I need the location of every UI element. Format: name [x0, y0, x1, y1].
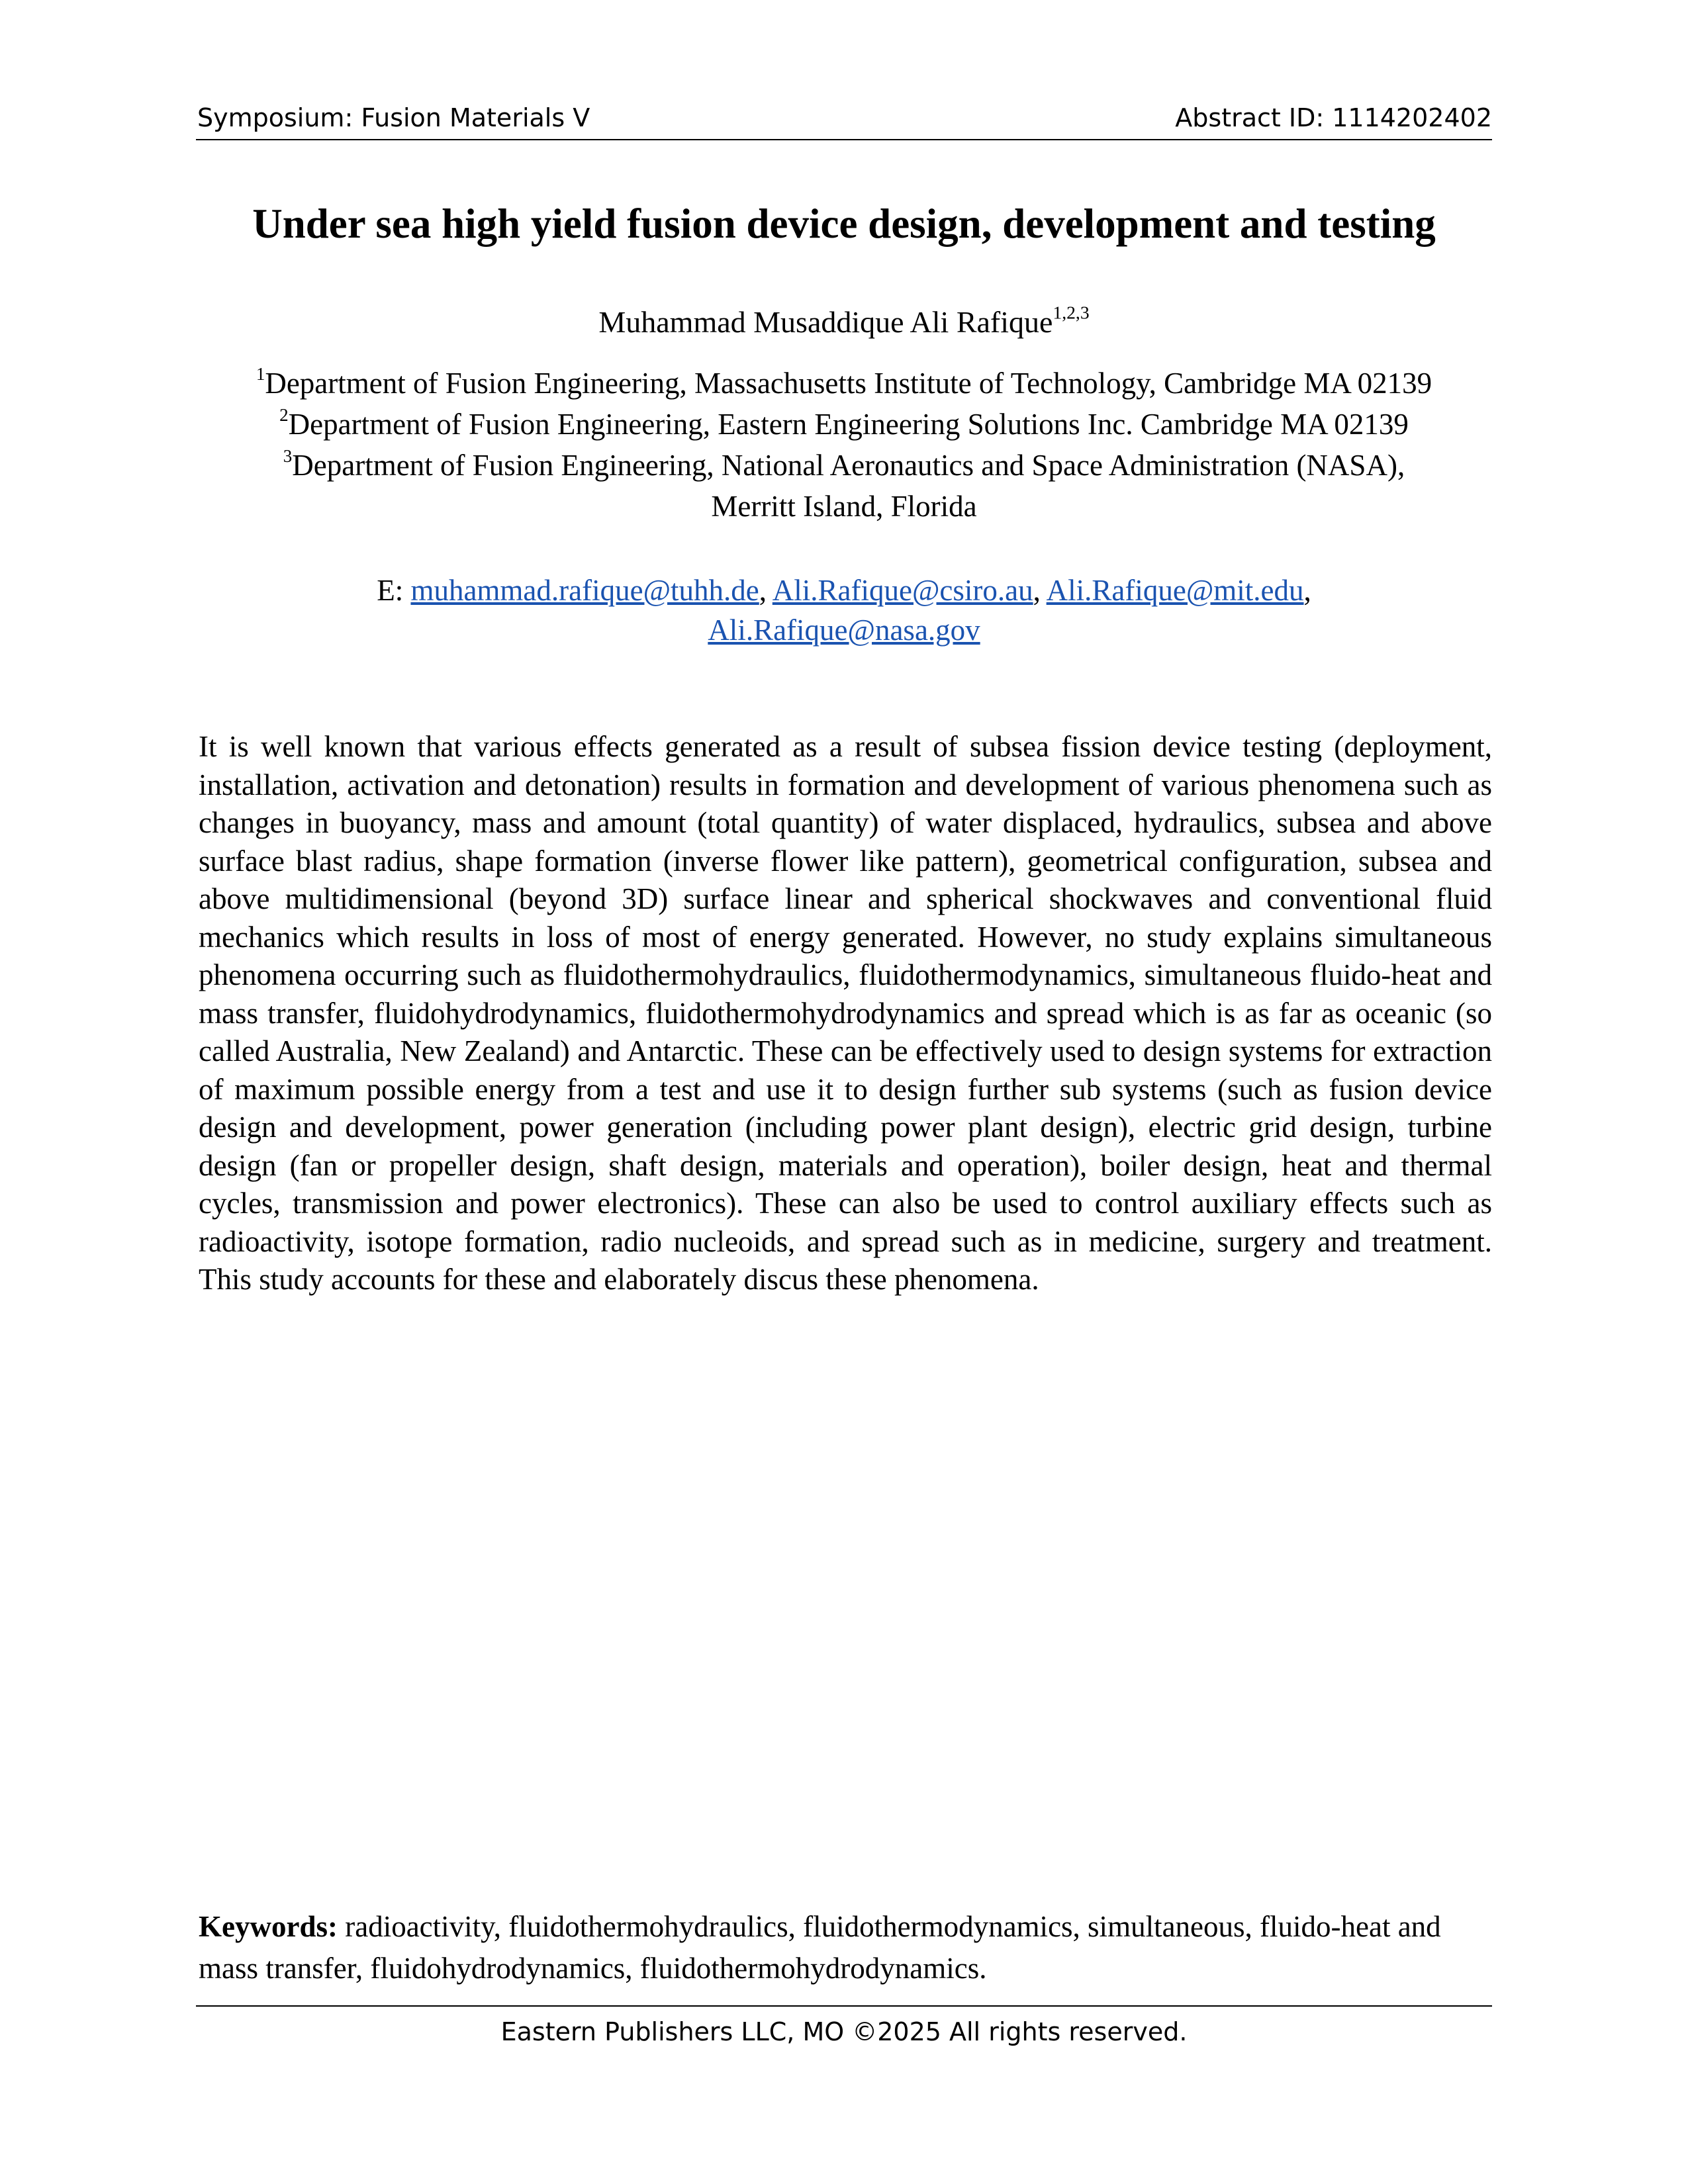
header-divider	[196, 139, 1492, 140]
author-line	[99, 299, 1589, 345]
affiliations	[99, 363, 1589, 527]
affiliation-text: Department of Fusion Engineering, National Aeronautics and Space Administration (NASA),	[292, 449, 1405, 482]
email-prefix: E:	[377, 574, 411, 607]
paper-title: Under sea high yield fusion device design, development and testing	[252, 201, 1436, 247]
email-link[interactable]: Ali.Rafique@csiro.au	[772, 574, 1033, 607]
email-link[interactable]: muhammad.rafique@tuhh.de	[410, 574, 759, 607]
keywords-label: Keywords:	[199, 1910, 338, 1943]
affiliation-text: Department of Fusion Engineering, Eastern Engineering Solutions Inc. Cambridge MA 02139	[288, 408, 1409, 441]
affiliation-text: Department of Fusion Engineering, Massachusetts Institute of Technology, Cambridge MA 02139	[265, 367, 1432, 400]
affiliation-text: Merritt Island, Florida	[711, 490, 977, 523]
email-link[interactable]: Ali.Rafique@nasa.gov	[708, 614, 980, 647]
affiliation-3	[99, 445, 1589, 486]
email-link[interactable]: Ali.Rafique@mit.edu	[1046, 574, 1304, 607]
keywords-block	[199, 1906, 1492, 1989]
author-name: Muhammad Musaddique Ali Rafique	[598, 305, 1053, 339]
footer-divider	[196, 2005, 1492, 2007]
affiliation-2	[99, 404, 1589, 445]
affiliation-mark: 1	[256, 363, 265, 384]
page-header	[196, 98, 1492, 138]
symposium-label: Symposium: Fusion Materials V	[197, 103, 590, 132]
email-line-2	[99, 610, 1589, 650]
email-block	[99, 570, 1589, 650]
affiliation-3-continued	[99, 486, 1589, 527]
affiliation-mark: 2	[279, 404, 289, 425]
page-footer: Eastern Publishers LLC, MO ©2025 All rights reserved.	[500, 2017, 1188, 2046]
author-affiliation-marks: 1,2,3	[1053, 302, 1090, 323]
keywords-text: radioactivity, fluidothermohydraulics, fluidothermodynamics, simultaneous, fluido-heat and mass transfer, fluidohydrodynamics, fluidothermohydrodynamics.	[199, 1910, 1441, 1985]
abstract-id: Abstract ID: 1114202402	[1175, 103, 1492, 132]
affiliation-mark: 3	[283, 445, 293, 466]
abstract-body: It is well known that various effects generated as a result of subsea fission device testing (deployment, installation, activation and detonation) results in formation and development of various phenomena such as changes in buoyancy, mass and amount (total quantity) of water displaced, hydraulics, subsea and above surface blast radius, shape formation (inverse flower like pattern), geometrical configuration, subsea and above multidimensional (beyond 3D) surface linear and spherical shockwaves and conventional fluid mechanics which results in loss of most of energy generated. However, no study explains simultaneous phenomena occurring such as fluidothermohydraulics, fluidothermodynamics, simultaneous fluido-heat and mass transfer, fluidohydrodynamics, fluidothermohydrodynamics and spread which is as far as oceanic (so called Australia, New Zealand) and Antarctic. These can be effectively used to design systems for extraction of maximum possible energy from a test and use it to design further sub systems (such as fusion device design and development, power generation (including power plant design), electric grid design, turbine design (fan or propeller design, shaft design, materials and operation), boiler design, heat and thermal cycles, transmission and power electronics). These can also be used to control auxiliary effects such as radioactivity, isotope formation, radio nucleoids, and spread such as in medicine, surgery and treatment. This study accounts for these and elaborately discus these phenomena.	[199, 730, 1492, 1296]
affiliation-1	[99, 363, 1589, 404]
email-line-1: E: muhammad.rafique@tuhh.de, Ali.Rafique@csiro.au, Ali.Rafique@mit.edu,	[377, 574, 1311, 607]
